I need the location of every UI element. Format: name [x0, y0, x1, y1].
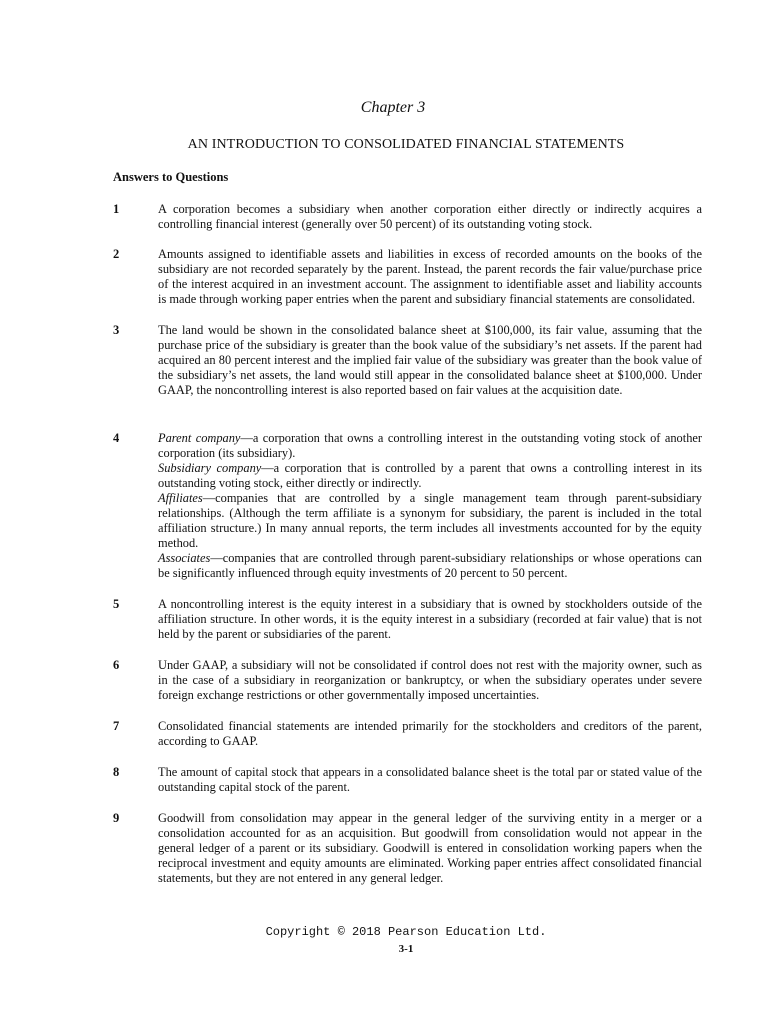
definition-text: —companies that are controlled by a single management team through parent-subsidiary relationships. (Although the term affiliate is a synonym for subsidiary, the parent is included in the total affiliation structure.) In many annual reports, the term includes all investments accounted for by the equity method.	[158, 491, 702, 550]
answer-text: Under GAAP, a subsidiary will not be consolidated if control does not rest with the majority owner, such as in the case of a subsidiary in reorganization or bankruptcy, or when the subsidiary operates under severe foreign exchange restrictions or other governmentally imposed uncertainties.	[158, 658, 702, 702]
definition-text: —a corporation that owns a controlling interest in the outstanding voting stock of another corporation (its subsidiary).	[158, 431, 703, 460]
answer-text: Amounts assigned to identifiable assets and liabilities in excess of recorded amounts on the books of the subsidiary are not recorded separately by the parent. Instead, the parent records the fair value/purchase price of the interest acquired in an investment account. The assignment to identifiable asset and liability accounts is made through working paper entries when the parent and subsidiary financial statements are consolidated.	[158, 247, 702, 306]
definition-term: Affiliates	[158, 491, 203, 505]
answer-number: 7	[113, 719, 120, 733]
answer-text: Goodwill from consolidation may appear in the general ledger of the surviving entity in a merger or a consolidation accounted for as an acquisition. But goodwill from consolidation would not appear in the general ledger of a parent or its subsidiary. Goodwill is entered in consolidation working papers when the reciprocal investment and equity amounts are eliminated. Working paper entries affect consolidated financial statements, but they are not entered in any general ledger.	[158, 811, 702, 885]
answer-number: 6	[113, 658, 120, 672]
answer-number: 3	[113, 323, 120, 337]
answer-text: A corporation becomes a subsidiary when another corporation either directly or indirectly acquires a controlling financial interest (generally over 50 percent) of its outstanding voting stock.	[158, 202, 702, 231]
answer-text: The land would be shown in the consolidated balance sheet at $100,000, its fair value, assuming that the purchase price of the subsidiary is greater than the book value of the subsidiary’s net assets. If the parent had acquired an 80 percent interest and the implied fair value of the subsidiary was greater than the book value of the subsidiary’s net assets, the land would still appear in the consolidated balance sheet at $100,000. Under GAAP, the noncontrolling interest is also reported based on fair values at the acquisition date.	[158, 323, 702, 397]
definition-text: —a corporation that is controlled by a parent that owns a controlling interest in its outstanding voting stock, either directly or indirectly.	[158, 461, 702, 490]
answer-text: The amount of capital stock that appears in a consolidated balance sheet is the total par or stated value of the outstanding capital stock of the parent.	[158, 765, 702, 794]
copyright-notice: Copyright © 2018 Pearson Education Ltd.	[265, 925, 547, 939]
answer-text: A noncontrolling interest is the equity interest in a subsidiary that is owned by stockholders outside of the affiliation structure. In other words, it is the equity interest in a subsidiary (recorded at fair value) that is not held by the parent or subsidiaries of the parent.	[158, 597, 702, 641]
definition-term: Associates	[158, 551, 211, 565]
section-heading: Answers to Questions	[113, 170, 229, 184]
answer-number: 1	[113, 202, 120, 216]
answer-number: 8	[113, 765, 120, 779]
definition-item	[158, 491, 702, 551]
definition-text: —companies that are controlled through parent-subsidiary relationships or whose operations can be significantly influenced through equity investments of 20 percent to 50 percent.	[158, 551, 702, 580]
definition-item	[158, 551, 702, 581]
definition-list	[158, 431, 702, 581]
definition-term: Parent company	[158, 431, 241, 445]
definition-term: Subsidiary company	[158, 461, 262, 475]
answer-number: 5	[113, 597, 120, 611]
page-title: AN INTRODUCTION TO CONSOLIDATED FINANCIAL STATEMENTS	[187, 137, 625, 152]
answer-text: Consolidated financial statements are intended primarily for the stockholders and creditors of the parent, according to GAAP.	[158, 719, 702, 748]
answer-number: 4	[113, 431, 120, 445]
definition-item	[158, 461, 702, 491]
definition-item	[158, 431, 702, 461]
chapter-label: Chapter 3	[360, 99, 426, 116]
answer-number: 9	[113, 811, 120, 825]
page-number: 3-1	[398, 943, 414, 955]
answer-number: 2	[113, 247, 120, 261]
